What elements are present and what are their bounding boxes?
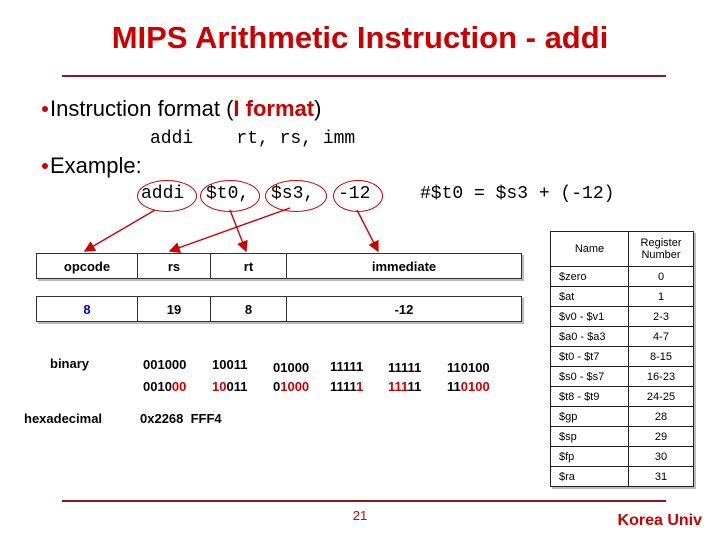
bin-r1-c6: 110100: [447, 360, 490, 375]
bin-r2-c5: [388, 379, 421, 394]
bin-red: 111: [388, 379, 408, 394]
bin-black: 11: [407, 379, 422, 394]
value-rs: 19: [138, 297, 211, 321]
table-row: [551, 327, 694, 347]
bin-r2-c2: [212, 379, 247, 394]
bin-r2-c6: [447, 379, 490, 394]
example-comment: #$t0 = $s3 + (-12): [420, 184, 615, 204]
header-number: Register Number: [629, 232, 694, 267]
table-row: [551, 447, 694, 467]
page-number: 21: [352, 508, 368, 523]
reg-number: 16-23: [629, 367, 694, 387]
register-table: [550, 231, 694, 487]
format-suffix: ): [314, 96, 322, 121]
register-table-header: [551, 232, 694, 267]
reg-number: 0: [629, 267, 694, 287]
reg-number: 4-7: [629, 327, 694, 347]
table-row: [551, 367, 694, 387]
bin-r2-c1: [143, 379, 186, 394]
table-row: [551, 347, 694, 367]
bin-black: 11: [447, 379, 461, 394]
table-row: [551, 427, 694, 447]
example-rt: $t0,: [206, 184, 250, 204]
arrow-rs-to-rs: [170, 208, 290, 251]
reg-number: 1: [629, 287, 694, 307]
hex-label: hexadecimal: [24, 411, 103, 426]
arrow-op-to-opcode: [85, 210, 155, 251]
reg-name: $fp: [551, 447, 629, 467]
bin-black: 0: [273, 379, 281, 394]
arrow-imm-to-immediate: [357, 210, 378, 251]
arrow-rt-to-rt: [230, 210, 246, 251]
bin-r2-c4: [330, 379, 363, 394]
bin-red: 1000: [280, 379, 310, 394]
reg-number: 8-15: [629, 347, 694, 367]
field-rt: rt: [211, 254, 287, 278]
bin-black: 011: [226, 379, 248, 394]
reg-number: 2-3: [629, 307, 694, 327]
reg-number: 29: [629, 427, 694, 447]
reg-name: $sp: [551, 427, 629, 447]
bin-r1-c3: 01000: [273, 360, 310, 375]
reg-name: $s0 - $s7: [551, 367, 629, 387]
bin-black: 0010: [143, 379, 172, 394]
institution-name: Korea Univ: [617, 512, 702, 529]
table-row: [551, 467, 694, 487]
example-label: Example:: [50, 153, 142, 178]
value-immediate: -12: [394, 301, 414, 317]
bin-red: 00: [171, 379, 187, 394]
reg-number: 24-25: [629, 387, 694, 407]
reg-name: $v0 - $v1: [551, 307, 629, 327]
format-field-row: [36, 253, 522, 279]
format-prefix: Instruction format (: [50, 96, 234, 121]
bin-black: 1111: [330, 379, 357, 394]
bin-r1-c2: 10011: [212, 357, 248, 372]
table-row: [551, 287, 694, 307]
reg-name: $gp: [551, 407, 629, 427]
example-op: addi: [141, 184, 185, 204]
reg-name: $a0 - $a3: [551, 327, 629, 347]
reg-name: $zero: [551, 267, 629, 287]
field-rs: rs: [138, 254, 211, 278]
example-imm: -12: [338, 184, 371, 204]
reg-name: $ra: [551, 467, 629, 487]
example-rs: $s3,: [271, 184, 315, 204]
header-name: Name: [551, 232, 629, 267]
value-opcode: 8: [37, 297, 138, 321]
reg-number: 31: [629, 467, 694, 487]
table-row: [551, 407, 694, 427]
bin-r2-c3: [273, 379, 309, 394]
field-immediate: immediate: [371, 258, 437, 274]
format-code: addi rt, rs, imm: [150, 129, 356, 149]
reg-number: 28: [629, 407, 694, 427]
slide-title: MIPS Arithmetic Instruction - addi: [111, 20, 609, 55]
binary-label: binary: [50, 356, 90, 371]
reg-name: $t0 - $t7: [551, 347, 629, 367]
example-field-row: [36, 296, 522, 322]
format-highlight: I format: [233, 96, 315, 121]
table-row: [551, 307, 694, 327]
bin-r1-c1: 001000: [143, 357, 187, 372]
reg-number: 30: [629, 447, 694, 467]
value-rt: 8: [211, 297, 287, 321]
bin-r1-c5: 11111: [388, 360, 422, 375]
hex-value: 0x2268 FFF4: [140, 411, 222, 426]
reg-name: $at: [551, 287, 629, 307]
bin-r1-c4: 11111: [330, 359, 364, 374]
bin-red: 0100: [460, 379, 490, 394]
bin-red: 10: [212, 379, 227, 394]
table-row: [551, 387, 694, 407]
reg-name: $t8 - $t9: [551, 387, 629, 407]
field-opcode: opcode: [37, 254, 138, 278]
bin-red: 1: [356, 379, 364, 394]
footer-divider: [62, 500, 666, 502]
table-row: [551, 267, 694, 287]
